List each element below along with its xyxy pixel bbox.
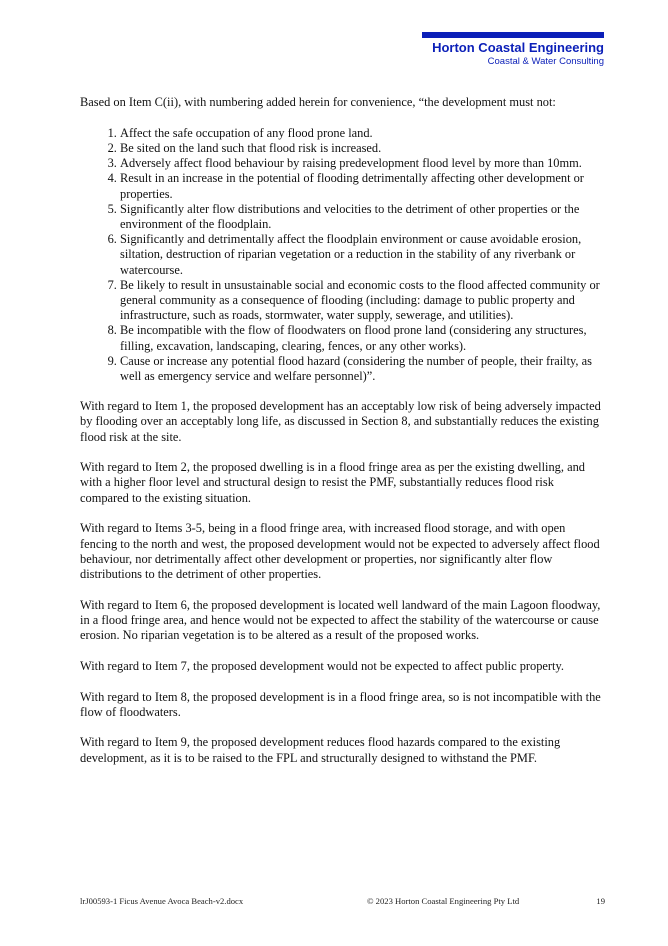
list-item: 4. Result in an increase in the potential of flooding detrimentally affecting other development or properties.: [120, 171, 605, 201]
list-item: 3. Adversely affect flood behaviour by raising predevelopment flood level by more than 10mm.: [120, 156, 605, 171]
list-item: 2. Be sited on the land such that flood risk is increased.: [120, 141, 605, 156]
paragraph-item-2: With regard to Item 2, the proposed dwelling is in a flood fringe area as per the existing dwelling, and with a higher floor level and structural design to resist the PMF, substantially reduces flood risk compared to the existing situation.: [80, 460, 585, 505]
page-number: 19: [596, 896, 605, 906]
paragraph-items-3-5: With regard to Items 3-5, being in a flood fringe area, with increased flood storage, and with open fencing to the north and west, the proposed development would not be expected to adversely affect flood behaviour, nor detrimentally affect other development or properties, nor significantly alter flow distributions to the detriment of other properties.: [80, 521, 600, 581]
paragraph-item-6: With regard to Item 6, the proposed development is located well landward of the main Lagoon floodway, in a flood fringe area, and hence would not be expected to affect the stability of the watercourse or cause erosion. No riparian vegetation is to be altered as a result of the proposed works.: [80, 597, 601, 643]
page-header: [422, 32, 604, 67]
list-item: 6. Significantly and detrimentally affect the floodplain environment or cause avoidable erosion, siltation, destruction of riparian vegetation or a reduction in the stability of any riverbank or watercourse.: [120, 232, 605, 278]
page-footer: [80, 896, 605, 908]
list-item: 9. Cause or increase any potential flood hazard (considering the number of people, their frailty, as well as emergency service and welfare personnel)”.: [120, 354, 605, 384]
footer-filename: lrJ00593-1 Ficus Avenue Avoca Beach-v2.docx: [80, 896, 244, 906]
list-item: 1. Affect the safe occupation of any flood prone land.: [120, 126, 605, 141]
paragraph-item-1: With regard to Item 1, the proposed development has an acceptably low risk of being adversely impacted by flooding over an acceptably long life, as discussed in Section 8, and substantially reduces the existing flood risk at the site.: [80, 399, 601, 444]
list-item: 5. Significantly alter flow distributions and velocities to the detriment of other properties or the environment of the floodplain.: [120, 202, 605, 232]
requirements-list: [80, 126, 605, 384]
header-accent-bar: [422, 32, 604, 38]
company-name: Horton Coastal Engineering: [432, 40, 604, 55]
list-item: 7. Be likely to result in unsustainable social and economic costs to the flood affected community or general community as a consequence of flooding (including: damage to public property and infrastructure, such as roads, stormwater, water supply, sewerage, and utilities).: [120, 278, 605, 324]
document-body: [80, 95, 605, 781]
paragraph-item-8: With regard to Item 8, the proposed development is in a flood fringe area, so is not incompatible with the flow of floodwaters.: [80, 689, 601, 719]
footer-copyright: © 2023 Horton Coastal Engineering Pty Ltd: [367, 896, 520, 906]
paragraph-item-7: With regard to Item 7, the proposed development would not be expected to affect public property.: [80, 658, 564, 673]
list-item: 8. Be incompatible with the flow of floodwaters on flood prone land (considering any structures, filling, excavation, landscaping, clearing, fences, or any other works).: [120, 323, 605, 353]
intro-paragraph: Based on Item C(ii), with numbering added herein for convenience, “the development must not:: [80, 95, 556, 109]
paragraph-item-9: With regard to Item 9, the proposed development reduces flood hazards compared to the existing development, as it is to be raised to the FPL and structurally designed to withstand the PMF.: [80, 735, 561, 765]
company-tagline: Coastal & Water Consulting: [487, 56, 604, 67]
